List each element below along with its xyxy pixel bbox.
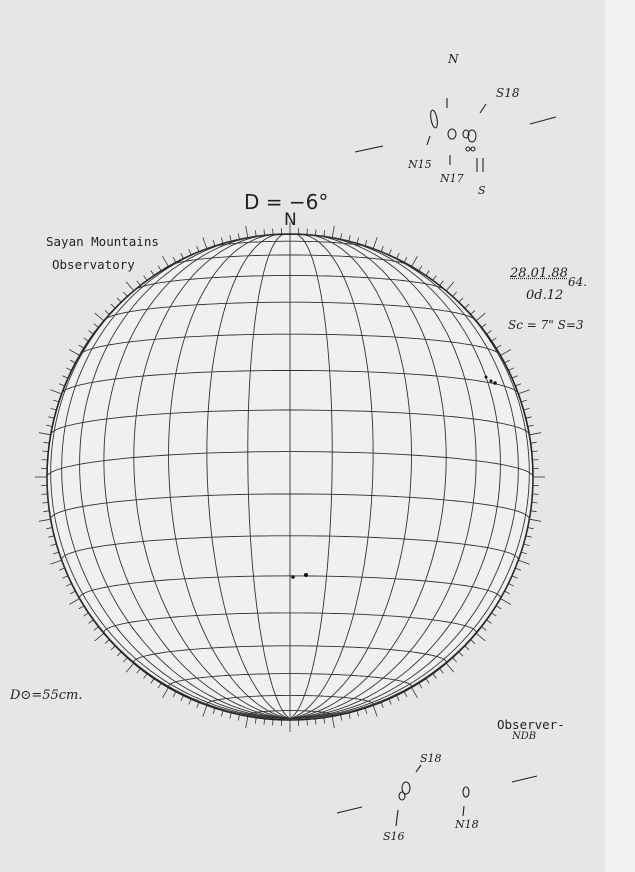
limb-tick bbox=[389, 250, 392, 256]
date-suffix: 64. bbox=[568, 275, 588, 289]
limb-tick bbox=[117, 652, 121, 656]
limb-tick bbox=[105, 640, 109, 644]
limb-tick bbox=[111, 646, 115, 650]
limb-tick bbox=[487, 620, 492, 624]
limb-tick bbox=[42, 502, 48, 503]
limb-tick bbox=[50, 560, 61, 564]
limb-tick bbox=[476, 313, 485, 321]
observer-label: Observer- bbox=[497, 717, 565, 732]
limb-tick bbox=[84, 338, 89, 341]
limb-tick bbox=[315, 719, 316, 725]
limb-tick bbox=[349, 713, 350, 719]
limb-tick bbox=[48, 417, 54, 418]
limb-tick bbox=[459, 652, 463, 656]
limb-tick bbox=[357, 711, 359, 717]
limb-tick bbox=[79, 606, 84, 609]
limb-tick bbox=[426, 679, 429, 684]
limb-tick bbox=[63, 576, 69, 579]
limb-tick bbox=[46, 528, 52, 529]
limb-tick bbox=[324, 230, 325, 236]
limb-tick bbox=[500, 350, 510, 356]
limb-tick bbox=[512, 376, 518, 379]
limb-tick bbox=[512, 576, 518, 579]
limb-tick bbox=[50, 390, 61, 394]
limb-tick bbox=[412, 687, 418, 697]
limb-tick bbox=[95, 313, 104, 321]
limb-tick bbox=[465, 304, 469, 308]
limb-tick bbox=[332, 716, 334, 728]
limb-tick bbox=[365, 240, 367, 246]
seeing-label: Sc = 7" S=3 bbox=[508, 318, 584, 332]
limb-tick bbox=[111, 304, 115, 308]
observatory-line-2: Observatory bbox=[52, 257, 135, 272]
limb-tick bbox=[158, 683, 161, 688]
limb-tick bbox=[453, 658, 457, 662]
limb-tick bbox=[373, 705, 377, 716]
limb-tick bbox=[500, 599, 510, 605]
limb-tick bbox=[508, 584, 513, 587]
limb-tick bbox=[151, 679, 154, 684]
limb-tick bbox=[476, 633, 485, 641]
limb-tick bbox=[48, 536, 54, 537]
limb-tick bbox=[531, 442, 537, 443]
limb-tick bbox=[465, 646, 469, 650]
limb-tick bbox=[255, 718, 256, 724]
limb-tick bbox=[66, 368, 71, 371]
limb-tick bbox=[53, 400, 59, 402]
limb-tick bbox=[440, 669, 444, 674]
inset-top-label-n17: N17 bbox=[440, 172, 464, 185]
limb-tick bbox=[163, 687, 169, 697]
limb-tick bbox=[94, 324, 99, 328]
limb-tick bbox=[397, 253, 400, 258]
limb-tick bbox=[203, 237, 207, 248]
limb-tick bbox=[433, 276, 437, 281]
limb-tick bbox=[528, 425, 534, 426]
limb-tick bbox=[397, 695, 400, 700]
limb-tick bbox=[332, 226, 334, 238]
limb-tick bbox=[70, 360, 75, 363]
inset-bottom-label-s16: S16 bbox=[383, 830, 405, 843]
limb-tick bbox=[203, 705, 207, 716]
limb-tick bbox=[84, 613, 89, 616]
limb-tick bbox=[144, 674, 148, 679]
limb-tick bbox=[471, 310, 475, 314]
limb-tick bbox=[341, 233, 342, 239]
limb-tick bbox=[518, 560, 529, 564]
limb-tick bbox=[518, 390, 529, 394]
limb-tick bbox=[197, 246, 199, 252]
limb-tick bbox=[69, 350, 79, 356]
limb-tick bbox=[126, 663, 134, 672]
limb-tick bbox=[173, 692, 176, 697]
limb-tick bbox=[46, 425, 52, 426]
limb-tick bbox=[158, 266, 161, 271]
limb-tick bbox=[419, 683, 422, 688]
limb-tick bbox=[496, 606, 501, 609]
limb-tick bbox=[524, 408, 530, 410]
limb-tick bbox=[43, 511, 49, 512]
limb-tick bbox=[221, 711, 223, 717]
limb-tick bbox=[492, 613, 497, 616]
inset-bottom-sketch bbox=[337, 765, 537, 826]
limb-tick bbox=[482, 324, 487, 328]
limb-tick bbox=[365, 708, 367, 714]
limb-tick bbox=[381, 702, 383, 708]
limb-tick bbox=[230, 235, 231, 241]
limb-tick bbox=[79, 345, 84, 348]
limb-tick bbox=[349, 235, 350, 241]
limb-tick bbox=[189, 699, 192, 705]
limb-tick bbox=[315, 229, 316, 235]
disk-diameter-label: D⊙=55cm. bbox=[10, 688, 83, 703]
limb-tick bbox=[440, 281, 444, 286]
limb-tick bbox=[381, 246, 383, 252]
limb-tick bbox=[89, 331, 94, 335]
limb-tick bbox=[419, 266, 422, 271]
time-label: 0d.12 bbox=[526, 288, 564, 303]
limb-tick bbox=[43, 442, 49, 443]
limb-tick bbox=[482, 627, 487, 631]
declination-label: D = −6° bbox=[244, 190, 329, 214]
limb-tick bbox=[528, 528, 534, 529]
limb-tick bbox=[94, 627, 99, 631]
limb-tick bbox=[515, 568, 521, 570]
limb-tick bbox=[532, 451, 538, 452]
limb-tick bbox=[69, 599, 79, 605]
limb-tick bbox=[123, 292, 127, 296]
limb-tick bbox=[213, 240, 215, 246]
limb-tick bbox=[264, 229, 265, 235]
limb-tick bbox=[508, 368, 513, 371]
limb-tick bbox=[412, 256, 418, 266]
limb-tick bbox=[532, 502, 538, 503]
limb-tick bbox=[521, 552, 527, 554]
limb-tick bbox=[526, 417, 532, 418]
limb-tick bbox=[123, 658, 127, 662]
limb-tick bbox=[531, 511, 537, 512]
limb-tick bbox=[373, 237, 377, 248]
limb-tick bbox=[89, 620, 94, 624]
limb-tick bbox=[59, 568, 65, 570]
limb-tick bbox=[453, 292, 457, 296]
observer-initials: NDB bbox=[512, 731, 537, 742]
limb-tick bbox=[213, 708, 215, 714]
limb-tick bbox=[189, 250, 192, 256]
limb-tick bbox=[126, 282, 134, 291]
limb-tick bbox=[496, 345, 501, 348]
limb-tick bbox=[221, 238, 223, 244]
limb-tick bbox=[137, 281, 141, 286]
limb-tick bbox=[255, 230, 256, 236]
limb-tick bbox=[238, 233, 239, 239]
limb-tick bbox=[63, 376, 69, 379]
limb-tick bbox=[426, 271, 429, 276]
limb-tick bbox=[144, 276, 148, 281]
inset-top-sketch bbox=[355, 98, 556, 172]
limb-tick bbox=[59, 384, 65, 386]
limb-tick bbox=[404, 257, 407, 262]
limb-tick bbox=[51, 544, 57, 546]
limb-tick bbox=[515, 384, 521, 386]
limb-tick bbox=[324, 718, 325, 724]
observatory-line-1: Sayan Mountains bbox=[46, 234, 159, 249]
inset-top-label-s18: S18 bbox=[496, 86, 520, 100]
inset-top-label-s: S bbox=[478, 184, 486, 197]
limb-tick bbox=[264, 719, 265, 725]
inset-top-label-n: N bbox=[448, 52, 459, 66]
limb-tick bbox=[246, 226, 248, 238]
limb-tick bbox=[163, 256, 169, 266]
limb-tick bbox=[181, 695, 184, 700]
limb-tick bbox=[529, 519, 541, 521]
limb-tick bbox=[446, 663, 454, 672]
limb-tick bbox=[505, 591, 510, 594]
limb-tick bbox=[521, 400, 527, 402]
limb-tick bbox=[117, 298, 121, 302]
limb-tick bbox=[137, 669, 141, 674]
inset-top-label-n15: N15 bbox=[408, 158, 432, 171]
limb-tick bbox=[529, 433, 541, 435]
limb-tick bbox=[39, 519, 51, 521]
limb-tick bbox=[39, 433, 51, 435]
limb-tick bbox=[357, 238, 359, 244]
limb-tick bbox=[526, 536, 532, 537]
inset-bottom-label-s18: S18 bbox=[420, 752, 442, 765]
limb-tick bbox=[70, 591, 75, 594]
limb-tick bbox=[151, 271, 154, 276]
limb-tick bbox=[433, 674, 437, 679]
limb-tick bbox=[492, 338, 497, 341]
inset-bottom-label-n18: N18 bbox=[455, 818, 479, 831]
limb-tick bbox=[246, 716, 248, 728]
limb-tick bbox=[66, 584, 71, 587]
limb-tick bbox=[238, 715, 239, 721]
north-label: N bbox=[284, 210, 297, 230]
limb-tick bbox=[459, 298, 463, 302]
limb-tick bbox=[389, 699, 392, 705]
limb-tick bbox=[471, 640, 475, 644]
limb-tick bbox=[197, 702, 199, 708]
limb-tick bbox=[51, 408, 57, 410]
limb-tick bbox=[105, 310, 109, 314]
limb-tick bbox=[524, 544, 530, 546]
limb-tick bbox=[487, 331, 492, 335]
limb-tick bbox=[42, 451, 48, 452]
limb-tick bbox=[505, 360, 510, 363]
limb-tick bbox=[173, 257, 176, 262]
limb-tick bbox=[230, 713, 231, 719]
limb-tick bbox=[181, 253, 184, 258]
limb-tick bbox=[341, 715, 342, 721]
limb-tick bbox=[53, 552, 59, 554]
limb-tick bbox=[446, 282, 454, 291]
date-label: 28.01.88 bbox=[510, 266, 568, 281]
limb-tick bbox=[95, 633, 104, 641]
limb-tick bbox=[404, 692, 407, 697]
